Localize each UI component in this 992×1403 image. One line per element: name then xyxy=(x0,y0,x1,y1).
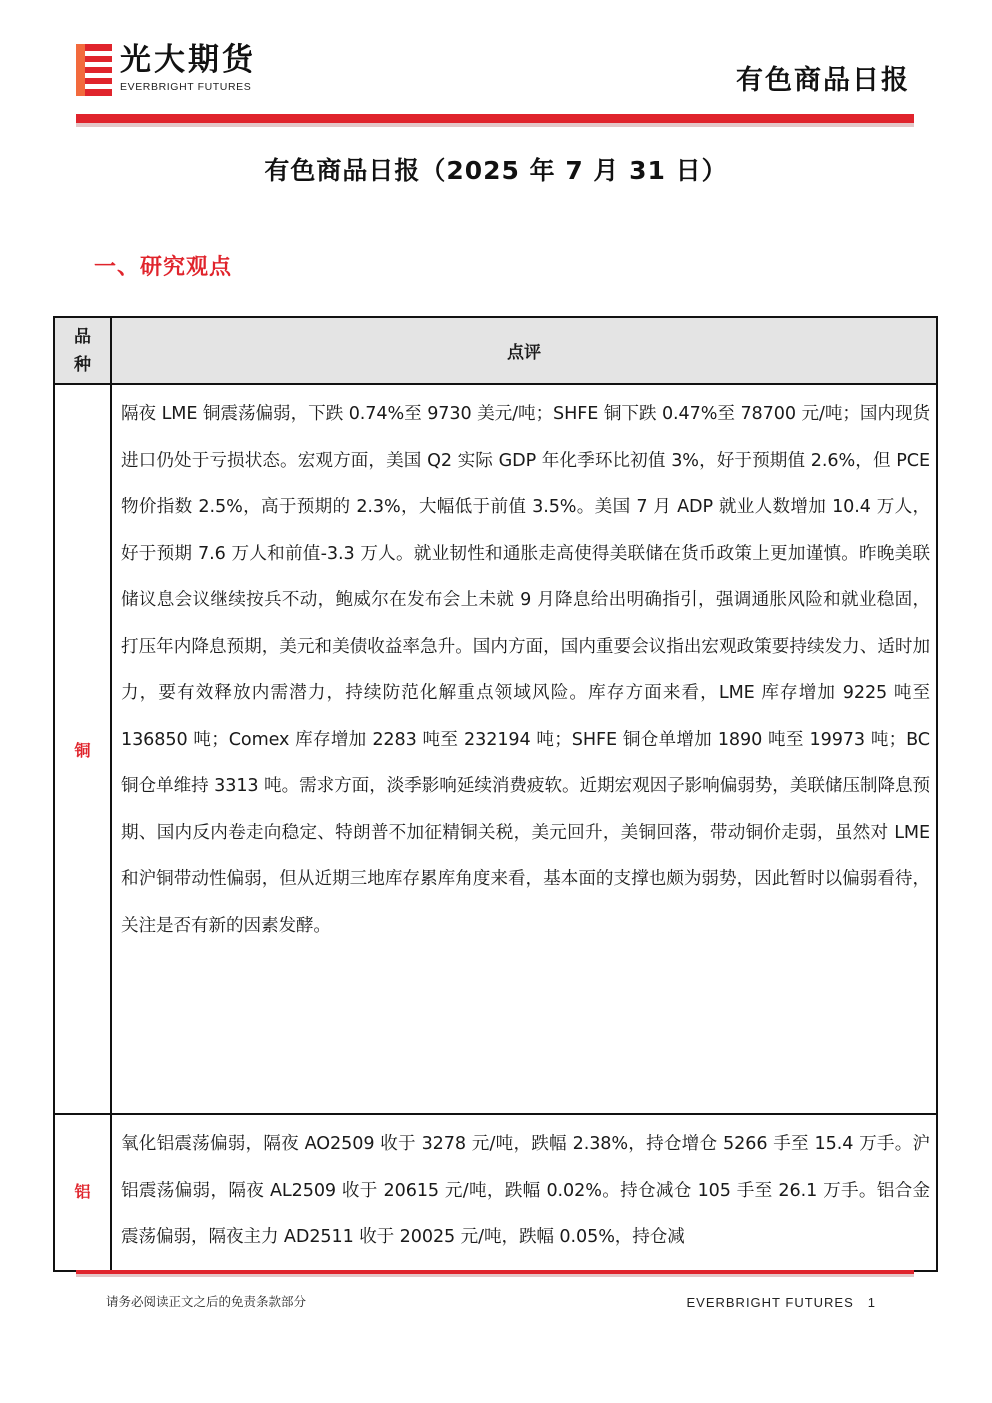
header-kind xyxy=(55,318,112,383)
table-row-aluminum xyxy=(55,1115,936,1272)
comment-cell: 隔夜 LME 铜震荡偏弱，下跌 0.74%至 9730 美元/吨；SHFE 铜下跌 0.47%至 78700 元/吨；国内现货进口仍处于亏损状态。宏观方面，美国 Q2 实际 GDP 年化季环比初值 3%，好于预期值 2.6%，但 PCE 物价指数 2.5%，高于预期的 2.3%，大幅低于前值 3.5%。美国 7 月 ADP 就业人数增加 10.4 万人，好于预期 7.6 万人和前值-3.3 万人。就业韧性和通胀走高使得美联储在货币政策上更加谨慎。昨晚美联储议息会议继续按兵不动，鲍威尔在发布会上未就 9 月降息给出明确指引，强调通胀风险和就业稳固，打压年内降息预期，美元和美债收益率急升。国内方面，国内重要会议指出宏观政策要持续发力、适时加力，要有效释放内需潜力，持续防范化解重点领域风险。库存方面来看，LME 库存增加 9225 吨至 136850 吨；Comex 库存增加 2283 吨至 232194 吨；SHFE 铜仓单增加 1890 吨至 19973 吨；BC 铜仓单维持 3313 吨。需求方面，淡季影响延续消费疲软。近期宏观因子影响偏弱势，美联储压制降息预期、国内反内卷走向稳定、特朗普不加征精铜关税，美元回升，美铜回落，带动铜价走弱，虽然对 LME 和沪铜带动性偏弱，但从近期三地库存累库角度来看，基本面的支撑也颇为弱势，因此暂时以偏弱看待，关注是否有新的因素发酵。 xyxy=(121,404,930,936)
footer-divider-shadow xyxy=(76,1274,914,1277)
table-row-copper xyxy=(55,385,936,1115)
table-header xyxy=(55,318,936,385)
header-kind-line2: 种 xyxy=(74,354,91,375)
header-kind-line1: 品 xyxy=(74,326,91,347)
commentary-table xyxy=(53,316,938,1272)
logo-icon xyxy=(76,44,112,96)
kind-cell: 铝 xyxy=(55,1115,112,1272)
header-divider-shadow xyxy=(76,123,914,127)
footer-disclaimer: 请务必阅读正文之后的免责条款部分 xyxy=(106,1294,307,1309)
company-name-en: EVERBRIGHT FUTURES xyxy=(120,81,252,93)
document-title: 有色商品日报（2025 年 7 月 31 日） xyxy=(264,156,728,185)
section-title: 一、研究观点 xyxy=(94,255,233,280)
comment-cell: 氧化铝震荡偏弱，隔夜 AO2509 收于 3278 元/吨，跌幅 2.38%，持仓增仓 5266 手至 15.4 万手。沪铝震荡偏弱，隔夜 AL2509 收于 20615 元/吨，跌幅 0.02%。持仓减仓 105 手至 26.1 万手。铝合金震荡偏弱，隔夜主力 AD2511 收于 20025 元/吨，跌幅 0.05%，持仓减 xyxy=(121,1134,930,1247)
footer-brand-page: EVERBRIGHT FUTURES 1 xyxy=(686,1295,876,1310)
header-divider xyxy=(76,114,914,123)
kind-cell: 铜 xyxy=(55,385,112,1113)
report-type: 有色商品日报 xyxy=(736,65,910,96)
company-name-cn: 光大期货 xyxy=(120,42,256,78)
header-comment: 点评 xyxy=(507,343,541,363)
